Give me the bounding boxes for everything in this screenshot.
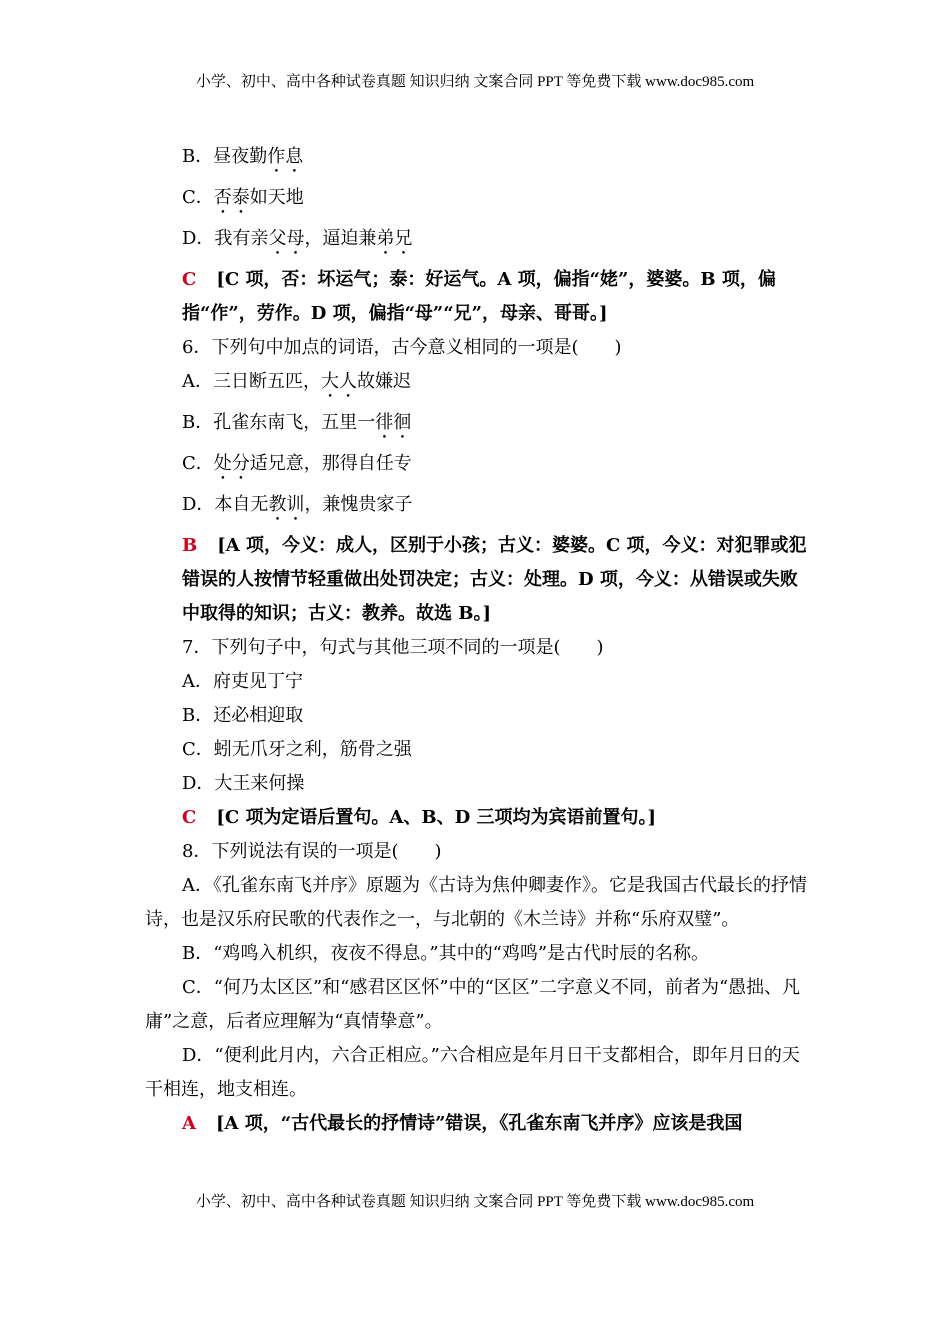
q6-stem: 6．下列句中加点的词语，古今意义相同的一项是( ) — [182, 337, 622, 358]
q8-answer: A [A 项，“古代最长的抒情诗”错误，《孔雀东南飞并序》应该是我国 — [182, 1113, 743, 1134]
q6-answer: B [A 项，今义：成人，区别于小孩；古义：婆婆。C 项，今义：对犯罪或犯错误的人按情节轻重做出处罚决定；古义：处理。D 项，今义：从错误或失败中取得的知识；古义：教养。故选 B。] — [182, 535, 807, 624]
q7-option-c: C．蚓无爪牙之利，筋骨之强 — [182, 739, 412, 760]
q5-answer-letter: C — [182, 269, 197, 290]
q5-answer: C [C 项，否：坏运气；泰：好运气。A 项，偏指“姥”，婆婆。B 项，偏指“作”，劳作。D 项，偏指“母”“兄”，母亲、哥哥。] — [182, 269, 776, 324]
q8-stem: 8．下列说法有误的一项是( ) — [182, 841, 442, 862]
q6-option-d: D．本自无教训，兼愧贵家子 — [182, 494, 413, 515]
q8-option-a: A．《孔雀东南飞并序》原题为《古诗为焦仲卿妻作》。它是我国古代最长的抒情诗，也是汉乐府民歌的代表作之一，与北朝的《木兰诗》并称“乐府双璧”。 — [145, 875, 807, 930]
q5-option-b: B．昼夜勤作息 — [182, 146, 304, 167]
q7-answer: C [C 项为定语后置句。A、B、D 三项均为宾语前置句。] — [182, 807, 657, 828]
page-footer: 小学、初中、高中各种试卷真题 知识归纳 文案合同 PPT 等免费下载 www.doc985.com — [195, 1194, 755, 1210]
q8-option-c: C．“何乃太区区”和“感君区区怀”中的“区区”二字意义不同，前者为“愚拙、凡庸”之意，后者应理解为“真情挚意”。 — [145, 977, 801, 1032]
q7-stem: 7．下列句子中，句式与其他三项不同的一项是( ) — [182, 637, 604, 658]
q8-option-d: D．“便利此月内，六合正相应。”六合相应是年月日干支都相合，即年月日的天干相连，地支相连。 — [145, 1045, 800, 1100]
q5-option-d: D．我有亲父母，逼迫兼弟兄 — [182, 228, 413, 249]
q6-option-a: A．三日断五匹，大人故嫌迟 — [182, 371, 411, 392]
document-body — [145, 140, 810, 1141]
q6-option-c: C．处分适兄意，那得自任专 — [182, 453, 412, 474]
q7-option-d: D．大王来何操 — [182, 773, 305, 794]
q6-answer-letter: B — [182, 535, 198, 556]
q6-option-b: B．孔雀东南飞，五里一徘徊 — [182, 412, 412, 433]
q8-answer-letter: A — [182, 1113, 196, 1134]
q8-option-b: B．“鸡鸣入机织，夜夜不得息。”其中的“鸡鸣”是古代时辰的名称。 — [182, 943, 710, 964]
q7-option-a: A．府吏见丁宁 — [182, 671, 303, 692]
q7-answer-letter: C — [182, 807, 197, 828]
page-header: 小学、初中、高中各种试卷真题 知识归纳 文案合同 PPT 等免费下载 www.doc985.com — [195, 74, 755, 90]
q7-option-b: B．还必相迎取 — [182, 705, 304, 726]
q5-option-c: C．否泰如天地 — [182, 187, 304, 208]
